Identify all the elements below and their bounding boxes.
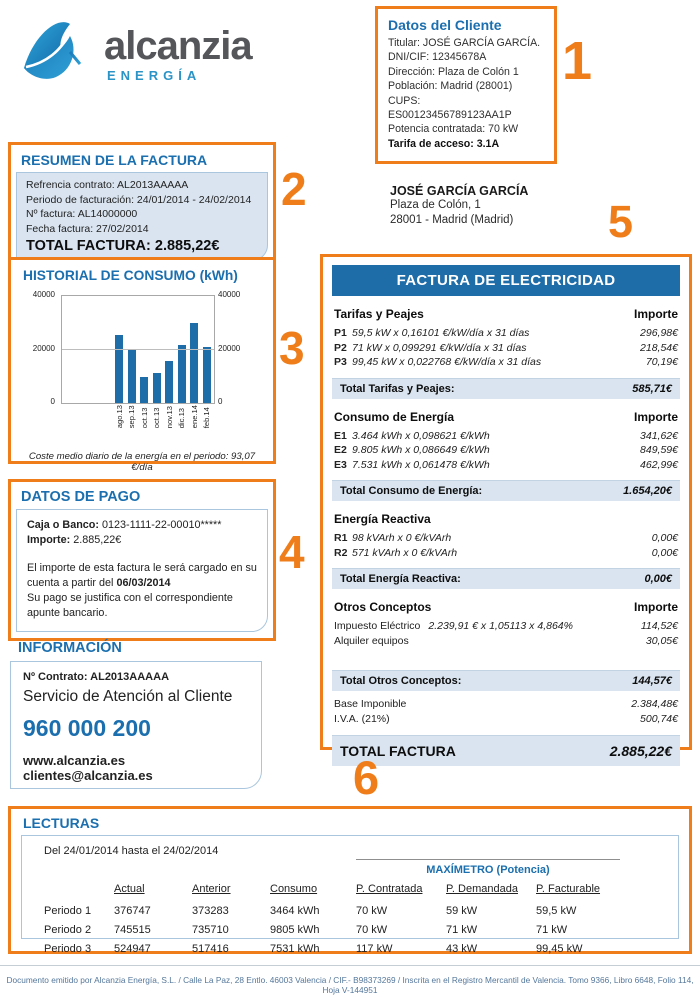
annotation-6: 6 [353,751,380,804]
readings-cell: 3464 kWh [270,905,320,917]
email-link: clientes@alcanzia.es [23,768,153,783]
readings-column-header: P. Facturable [536,883,601,895]
readings-cell: 524947 [114,943,151,955]
section-total-amount: 1.654,20€ [623,485,672,497]
bank-label: Caja o Banco: [27,519,99,531]
customer-service-phone: 960 000 200 [23,715,151,741]
customer-row: Potencia contratada: 70 kW [388,123,519,136]
annotation-1: 1 [562,31,593,91]
y-axis-tick-label: 40000 [218,290,241,299]
line-item-formula: 99,45 kW x 0,022768 €/kW/día x 31 días [352,356,542,368]
line-item-code: E2 [334,444,347,456]
readings-cell: 71 kW [536,924,568,936]
base-row-label: Base Imponible [334,698,407,710]
invoice-section [332,410,680,502]
invoice-section-heading: Otros Conceptos [334,600,432,614]
readings-row [44,921,670,940]
line-item-amount: 462,99€ [640,458,678,471]
legal-footer: Documento emitido por Alcanzia Energía, S.L. / Calle La Paz, 28 Entlo. 46003 Valencia / CIF.- B98373269 / Inscrita en el Registro Mercantil de Valencia. Tomo 9366, Libro 6648, Folio 114, Hoja V-144951 [0,965,700,995]
x-axis-tick-label: feb.14 [202,407,212,429]
payment-data-box [8,479,276,641]
invoice-grand-total-band [332,735,680,766]
address-name: JOSÉ GARCÍA GARCÍA [390,184,529,198]
line-item-amount: 296,98€ [640,327,678,339]
address-line1: Plaza de Colón, 1 [390,199,481,211]
section-total-label: Total Consumo de Energía: [340,485,483,497]
readings-cell: 99,45 kW [536,943,583,955]
consumption-bar [153,373,161,403]
customer-rows [388,36,544,137]
line-item-formula: 7.531 kWh x 0,061478 €/kWh [352,458,490,471]
line-item-formula: 98 kVArh x 0 €/kVArh [352,532,452,544]
consumption-bar [165,361,173,403]
grand-total-label: TOTAL FACTURA [340,743,456,759]
line-item-formula: 59,5 kW x 0,16101 €/kW/día x 31 días [352,327,530,339]
invoice-importe-label: Importe [633,600,678,614]
readings-cell: 373283 [192,905,229,917]
y-axis-tick-label: 20000 [218,343,241,353]
invoice-header: FACTURA DE ELECTRICIDAD [332,265,680,296]
readings-title: LECTURAS [23,815,100,831]
consumption-chart-bars [115,296,211,403]
amount-label: Importe: [27,534,71,546]
grand-total-amount: 2.885,22€ [609,743,672,759]
base-row-amount: 2.384,48€ [631,698,678,710]
invoice-section-heading: Tarifas y Peajes [334,307,424,321]
payment-title: DATOS DE PAGO [21,489,141,505]
line-item-formula: 71 kW x 0,099291 €/kW/día x 31 días [352,341,527,354]
readings-cell: 43 kW [446,943,478,955]
chart-gridline [62,349,214,350]
line-item-code: E1 [334,429,347,442]
readings-row [44,902,670,921]
invoice-line-item [334,430,678,444]
line-item-amount: 30,05€ [645,634,678,647]
address-line2: 28001 - Madrid (Madrid) [390,214,514,226]
section-total-amount: 0,00€ [644,573,672,585]
readings-row-label: Periodo 3 [44,943,92,955]
consumption-bar [190,323,198,403]
y-axis-tick-label: 0 [218,397,223,406]
consumption-bar [140,377,148,403]
readings-cell: 517416 [192,943,229,955]
invoice-section-heading: Consumo de Energía [334,409,455,424]
invoice-line-item [334,327,678,341]
readings-cell: 117 kW [356,943,393,955]
x-axis-tick-label: dic.13 [177,407,187,429]
readings-cell: 70 kW [356,924,388,936]
summary-total: TOTAL FACTURA: 2.885,22€ [26,238,220,255]
customer-row: Titular: JOSÉ GARCÍA GARCÍA. [388,37,541,49]
readings-header-row [44,880,670,899]
x-axis-tick-label: ago.13 [114,405,124,429]
bank-value: 0123-1111-22-00010***** [102,519,222,531]
readings-period: Del 24/01/2014 hasta el 24/02/2014 [44,845,219,857]
information-title: INFORMACIÓN [18,640,122,656]
line-item-amount: 70,19€ [645,356,678,368]
line-item-code: R1 [334,532,348,544]
customer-access-tariff: Tarifa de acceso: 3.1A [388,137,500,150]
line-item-code: P3 [334,356,347,368]
line-item-formula: 9.805 kWh x 0,086649 €/kWh [352,444,490,456]
information-box [10,661,262,789]
annotation-3: 3 [279,322,305,374]
invoice-line-item [334,444,678,458]
consumption-bar [128,350,136,404]
summary-row: Refrencia contrato: AL2013AAAAA [26,179,189,191]
invoice-total-band [332,670,680,691]
x-axis-tick-label: oct.13 [152,407,162,429]
customer-row: CUPS: ES00123456789123AA1P [388,94,512,122]
readings-cell: 70 kW [356,905,388,917]
line-item-code: P1 [334,327,347,339]
customer-data-box [375,6,557,164]
readings-row [44,940,670,959]
x-axis-tick-label: ene.14 [189,405,199,429]
payment-note2: Su pago se justifica con el correspondiente apunte bancario. [27,592,233,619]
invoice-section [332,307,680,399]
readings-cell: 71 kW [446,924,478,936]
readings-row-label: Periodo 1 [44,905,92,917]
summary-rows [26,178,258,236]
section-total-label: Total Otros Conceptos: [340,675,462,687]
x-axis-tick-label: oct.13 [139,407,149,429]
invoice-importe-label: Importe [633,409,678,424]
readings-box [8,806,692,954]
y-axis-tick-label: 40000 [32,290,55,299]
electricity-invoice-box [320,254,692,759]
customer-row: DNI/CIF: 12345678A [388,51,487,64]
invoice-total-band [332,568,680,589]
annotation-2: 2 [281,163,307,215]
brand-logo [16,12,252,93]
section-total-label: Total Tarifas y Peajes: [340,382,455,395]
consumption-bar [178,345,186,403]
readings-row-label: Periodo 2 [44,924,92,936]
consumption-history-box [8,257,276,473]
invoice-line-item [334,635,678,649]
line-item-amount: 114,52€ [640,620,678,632]
readings-column-header: P. Demandada [446,883,518,895]
consumption-bar [203,347,211,403]
invoice-line-item [334,620,678,634]
readings-cell: 376747 [114,905,151,917]
readings-cell: 735710 [192,924,229,936]
readings-column-header: Consumo [270,883,318,895]
annotation-4: 4 [279,526,305,578]
line-item-amount: 0,00€ [651,546,678,559]
consumption-chart [11,285,273,443]
maximeter-header: MAXÍMETRO (Potencia) [356,859,620,880]
readings-cell: 745515 [114,924,151,936]
invoice-line-item [334,342,678,356]
invoice-base-rows [332,697,680,727]
line-item-amount: 0,00€ [651,532,678,544]
y-axis-tick-label: 0 [50,397,55,406]
readings-rows [36,902,670,959]
line-item-code: E3 [334,458,347,471]
base-row-label: I.V.A. (21%) [334,713,390,725]
invoice-importe-label: Importe [633,307,678,321]
summary-row: Periodo de facturación: 24/01/2014 - 24/02/2014 [26,193,252,206]
consumption-chart-plot [61,295,215,404]
customer-row: Dirección: Plaza de Colón 1 [388,65,519,78]
invoice-line-item [334,532,678,546]
line-item-code: P2 [334,341,347,354]
consumption-bar [115,335,123,403]
line-item-formula: 3.464 kWh x 0,098621 €/kWh [352,429,490,442]
line-item-amount: 849,59€ [640,444,678,456]
payment-charge-date: 06/03/2014 [116,577,171,589]
line-item-amount: 218,54€ [640,341,678,354]
consumption-chart-xlabels [115,405,211,428]
mailing-address [390,184,528,228]
payment-note: El importe de esta factura le será cargado en su cuenta a partir del [27,562,257,589]
line-item-code: R2 [334,546,348,559]
invoice-line-item [334,547,678,561]
brand-tagline: ENERGÍA [107,68,202,83]
x-axis-tick-label: sep.13 [127,405,137,429]
annotation-5: 5 [608,196,634,247]
invoice-section [332,600,680,691]
summary-row: Nº factura: AL14000000 [26,208,138,221]
line-item-label: Alquiler equipos [334,634,409,647]
invoice-sections [332,307,680,691]
customer-service-label: Servicio de Atención al Cliente [23,688,233,705]
summary-row: Fecha factura: 27/02/2014 [26,222,149,235]
summary-title: RESUMEN DE LA FACTURA [21,152,208,168]
invoice-total-band [332,480,680,501]
y-axis-tick-label: 20000 [32,343,55,353]
customer-row: Población: Madrid (28001) [388,80,513,93]
invoice-base-row [334,712,678,727]
website-link: www.alcanzia.es [23,753,126,768]
x-axis-tick-label: nov.13 [164,405,174,429]
readings-cell: 59 kW [446,905,478,917]
readings-column-header: P. Contratada [356,883,423,895]
readings-cell: 9805 kWh [270,924,320,936]
base-row-amount: 500,74€ [640,713,678,725]
readings-column-header: Anterior [192,883,231,895]
history-title: HISTORIAL DE CONSUMO (kWh) [23,268,238,283]
contract-number: Nº Contrato: AL2013AAAAA [23,671,170,683]
history-caption: Coste medio diario de la energía en el periodo: 93,07 €/día [28,451,256,473]
readings-cell: 59,5 kW [536,905,577,917]
brand-name: alcanzia [104,24,252,68]
section-total-amount: 144,57€ [632,675,672,687]
invoice-summary-box [8,142,276,269]
invoice-base-row [334,697,678,712]
readings-column-header: Actual [114,883,145,895]
line-item-formula: 571 kVArh x 0 €/kVArh [352,546,458,559]
section-total-amount: 585,71€ [632,382,672,395]
invoice-line-item [334,356,678,370]
invoice-line-item [334,459,678,473]
line-item-formula: 2.239,91 € x 1,05113 x 4,864% [428,620,573,632]
line-item-label: Impuesto Eléctrico [334,620,421,632]
invoice-total-band [332,378,680,399]
amount-value: 2.885,22€ [73,534,122,546]
readings-cell: 7531 kWh [270,943,320,955]
section-total-label: Total Energía Reactiva: [340,573,461,585]
invoice-section-heading: Energía Reactiva [334,512,431,526]
invoice-section [332,512,680,589]
line-item-amount: 341,62€ [640,429,678,442]
wave-icon [16,12,98,93]
customer-box-title: Datos del Cliente [388,17,502,33]
